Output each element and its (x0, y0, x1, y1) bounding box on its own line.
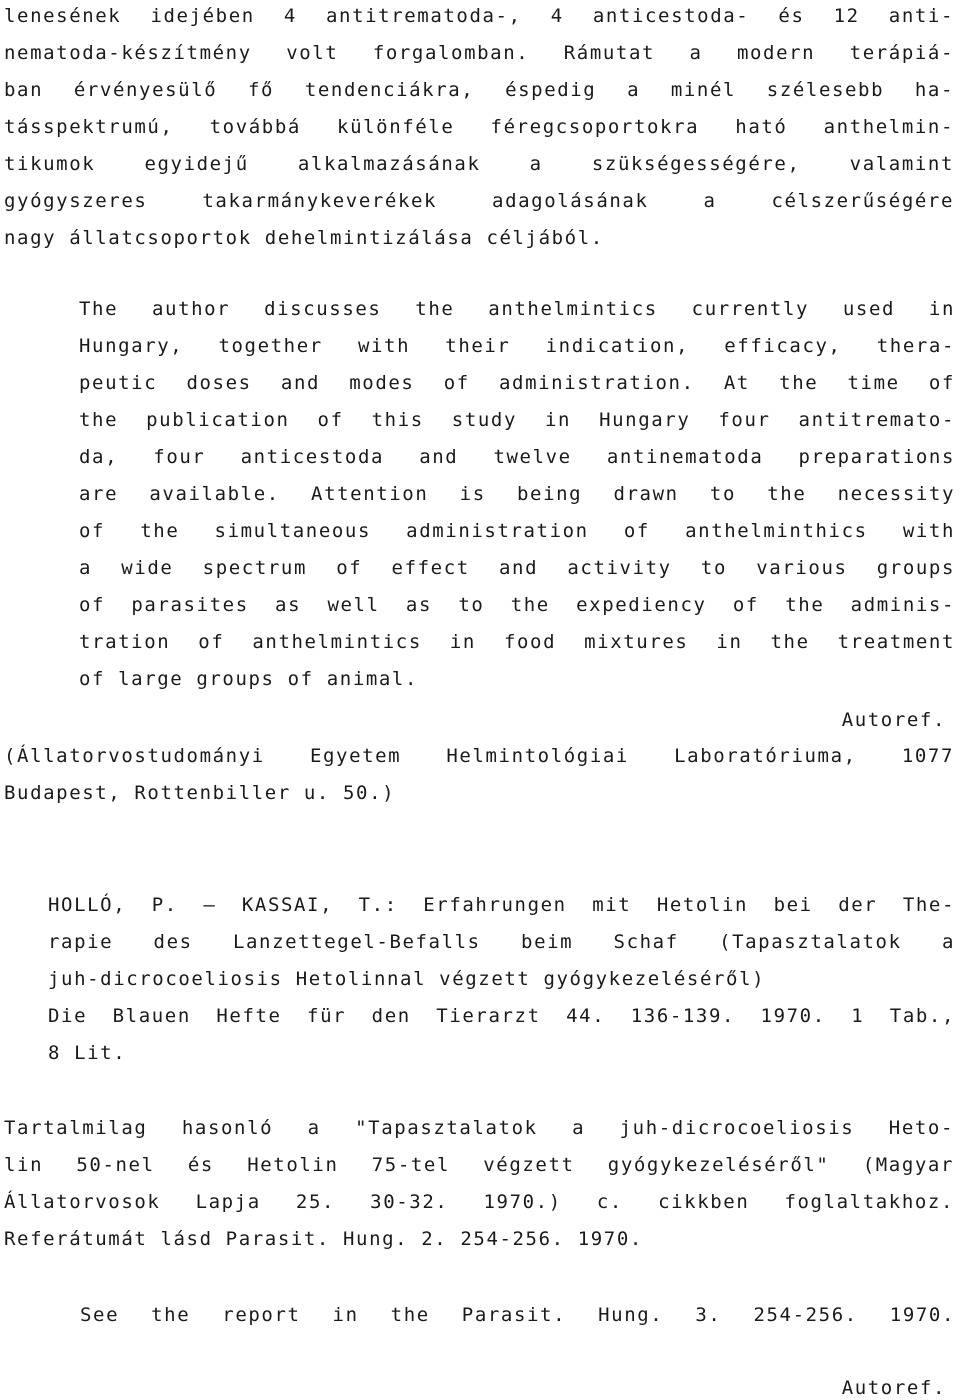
citation-line: HOLLÓ, P. — KASSAI, T.: Erfahrungen mit Hetolin bei der The- (48, 894, 955, 916)
text-line: peutic doses and modes of administration. At the time of (79, 372, 955, 394)
text-line: lin 50-nel és Hetolin 75-tel végzett gyógykezeléséről" (Magyar (4, 1154, 954, 1176)
text-line: tásspektrumú, továbbá különféle féregcsoportokra ható anthelmin- (4, 116, 954, 138)
citation-line: juh-dicrocoeliosis Hetolinnal végzett gyógykezeléséről) (48, 968, 766, 990)
text-line: are available. Attention is being drawn to the necessity (79, 483, 955, 505)
text-line: the publication of this study in Hungary four antitremato- (79, 409, 955, 431)
citation-line: rapie des Lanzettegel-Befalls beim Schaf (Tapasztalatok a (48, 931, 955, 953)
text-line: Tartalmilag hasonló a "Tapasztalatok a juh-dicrocoeliosis Heto- (4, 1117, 954, 1139)
text-line: ban érvényesülő fő tendenciákra, éspedig a minél szélesebb ha- (4, 79, 954, 101)
autoref-signature: Autoref. (841, 709, 946, 731)
text-line: (Állatorvostudományi Egyetem Helmintológiai Laboratóriuma, 1077 (4, 745, 954, 767)
text-line: gyógyszeres takarmánykeverékek adagolásának a célszerűségére (4, 190, 954, 212)
citation-line: Die Blauen Hefte für den Tierarzt 44. 136-139. 1970. 1 Tab., (48, 1005, 955, 1027)
text-line: nematoda-készítmény volt forgalomban. Rámutat a modern terápiá- (4, 42, 954, 64)
text-line: Állatorvosok Lapja 25. 30-32. 1970.) c. cikkben foglaltakhoz. (4, 1191, 954, 1213)
text-line: tikumok egyidejű alkalmazásának a szükségességére, valamint (4, 153, 954, 175)
text-line: lenesének idejében 4 antitrematoda-, 4 anticestoda- és 12 anti- (4, 5, 954, 27)
text-line: da, four anticestoda and twelve antinematoda preparations (79, 446, 955, 468)
text-line: Hungary, together with their indication, efficacy, thera- (79, 335, 955, 357)
text-line: nagy állatcsoportok dehelmintizálása céljából. (4, 227, 604, 249)
citation-line: 8 Lit. (48, 1042, 127, 1064)
text-line: The author discusses the anthelmintics currently used in (79, 298, 955, 320)
text-line: a wide spectrum of effect and activity to various groups (79, 557, 955, 579)
text-line: Budapest, Rottenbiller u. 50.) (4, 782, 396, 804)
text-line: Referátumát lásd Parasit. Hung. 2. 254-256. 1970. (4, 1228, 643, 1250)
see-report-line: See the report in the Parasit. Hung. 3. 254-256. 1970. (80, 1304, 955, 1326)
text-line: tration of anthelmintics in food mixtures in the treatment (79, 631, 955, 653)
text-line: of large groups of animal. (79, 668, 419, 690)
text-line: of the simultaneous administration of anthelminthics with (79, 520, 955, 542)
text-line: of parasites as well as to the expediency of the adminis- (79, 594, 955, 616)
autoref-signature: Autoref. (841, 1377, 946, 1399)
